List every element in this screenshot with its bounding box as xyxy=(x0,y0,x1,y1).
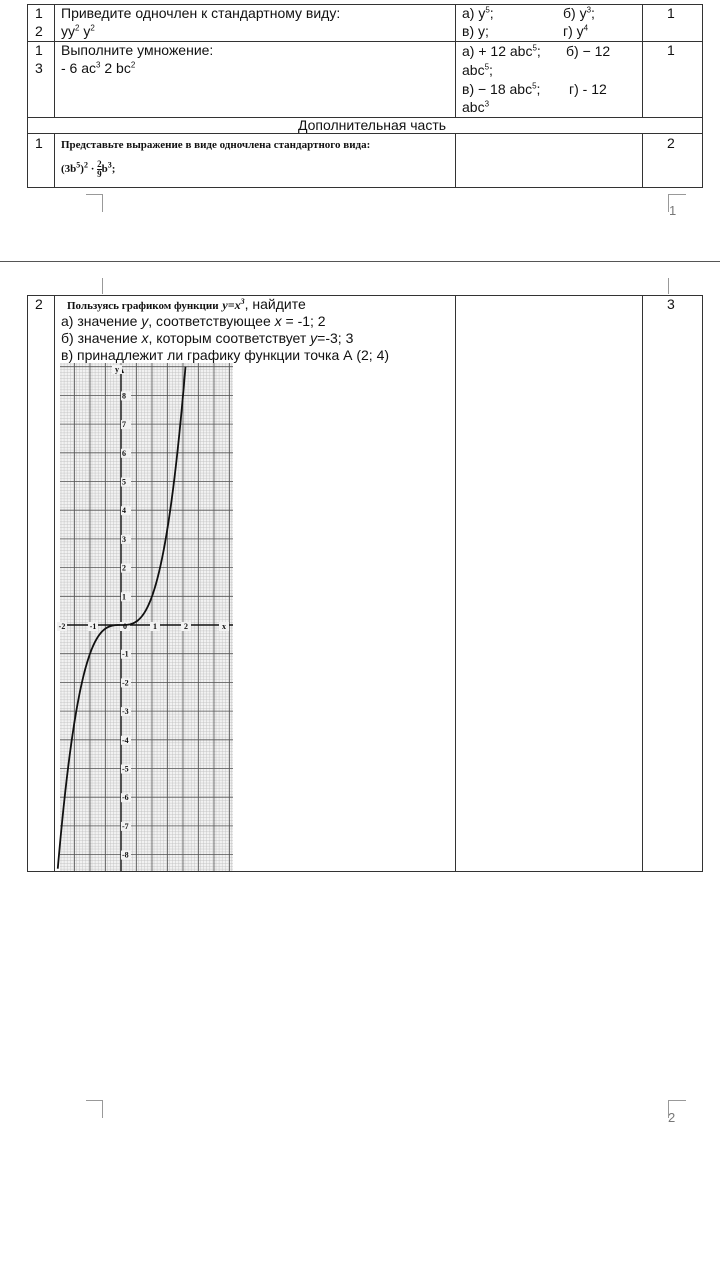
table-rule xyxy=(54,133,55,188)
answer-option: а) $y^5$; xyxy=(462,5,494,21)
table-rule xyxy=(642,4,643,118)
answer-option: б) $y^3$; xyxy=(563,5,595,21)
table-rule xyxy=(642,133,643,188)
x-tick-label: 1 xyxy=(153,622,157,631)
x-tick-label: -2 xyxy=(58,622,66,631)
points-value: 1 xyxy=(667,42,675,58)
table-rule xyxy=(702,295,703,872)
expression: - 6 $ac^3$ 2 $bc^2$ xyxy=(61,60,136,76)
y-tick-label: 7 xyxy=(122,420,126,430)
answer-option: в) − 18 abc$^5$; xyxy=(462,81,541,97)
page-divider xyxy=(0,261,720,262)
row-number: 2 xyxy=(35,23,43,39)
answer-option: б) − 12 xyxy=(566,43,611,59)
y-tick-label: 5 xyxy=(122,477,126,487)
table-rule xyxy=(455,133,456,188)
y-tick-label: -5 xyxy=(122,764,129,774)
x-axis-label: x xyxy=(222,622,226,631)
table-rule xyxy=(27,187,703,188)
y-tick-label: -6 xyxy=(122,793,129,803)
question-text: Пользуясь графиком функции $y=x^3$, найдите xyxy=(67,296,306,312)
y-tick-label: 1 xyxy=(122,592,126,602)
question-text: Представьте выражение в виде одночлена стандартного вида: xyxy=(61,139,371,151)
row-number: 1 xyxy=(35,42,43,58)
y-tick-label: -4 xyxy=(122,735,129,745)
y-tick-label: -7 xyxy=(122,821,129,831)
page-number: 1 xyxy=(669,203,677,218)
y-tick-label: 3 xyxy=(122,534,126,544)
y-tick-label: 2 xyxy=(122,563,126,573)
table-rule xyxy=(455,4,456,118)
row-number: 1 xyxy=(35,5,43,21)
x-tick-label: -1 xyxy=(89,622,97,631)
answer-option: в) y; xyxy=(462,23,489,39)
table-rule xyxy=(27,4,28,188)
answer-option: а) + 12 abc$^5$; xyxy=(462,43,541,59)
table-rule xyxy=(642,295,643,872)
y-tick-label: -1 xyxy=(122,649,129,659)
question-item: а) значение y, соответствующее x = -1; 2 xyxy=(61,313,326,329)
row-number: 1 xyxy=(35,135,43,151)
answer-option: abc$^5$; xyxy=(462,62,493,78)
x-tick-label: 2 xyxy=(184,622,188,631)
y-tick-label: -2 xyxy=(122,678,129,688)
question-text: Приведите одночлен к стандартному виду: xyxy=(61,5,341,21)
answer-option: г) - 12 xyxy=(569,81,607,97)
y-tick-label: 8 xyxy=(122,391,126,401)
row-number: 2 xyxy=(35,296,43,312)
expression: $yy^2$ $y^2$ xyxy=(61,23,95,39)
y-tick-label: 6 xyxy=(122,448,126,458)
y-tick-label: -3 xyxy=(122,707,129,717)
points-value: 1 xyxy=(667,5,675,21)
question-text: Выполните умножение: xyxy=(61,42,214,58)
row-number: 3 xyxy=(35,60,43,76)
question-item: б) значение x, которым соответствует y=-3; 3 xyxy=(61,330,354,346)
section-title: Дополнительная часть xyxy=(298,117,447,133)
answer-option: abc$^3$ xyxy=(462,99,490,115)
answer-option: г) $y^4$ xyxy=(563,23,589,39)
table-rule xyxy=(54,4,55,118)
y-axis-label: y xyxy=(115,365,119,374)
formula: $(3b^5)^2$ · $\frac{2}{9}$ $b^3$; xyxy=(61,159,116,179)
table-rule xyxy=(455,295,456,872)
points-value: 3 xyxy=(667,296,675,312)
table-rule xyxy=(27,295,28,872)
points-value: 2 xyxy=(667,135,675,151)
x-tick-label: 0 xyxy=(123,622,127,631)
table-rule xyxy=(27,871,703,872)
page-number: 2 xyxy=(668,1110,676,1125)
table-rule xyxy=(54,295,55,872)
table-rule xyxy=(702,4,703,188)
y-tick-label: -8 xyxy=(122,850,129,860)
y-tick-label: 4 xyxy=(122,506,126,516)
question-item: в) принадлежит ли графику функции точка А (2; 4) xyxy=(61,347,390,363)
cubic-function-graph xyxy=(60,363,233,871)
